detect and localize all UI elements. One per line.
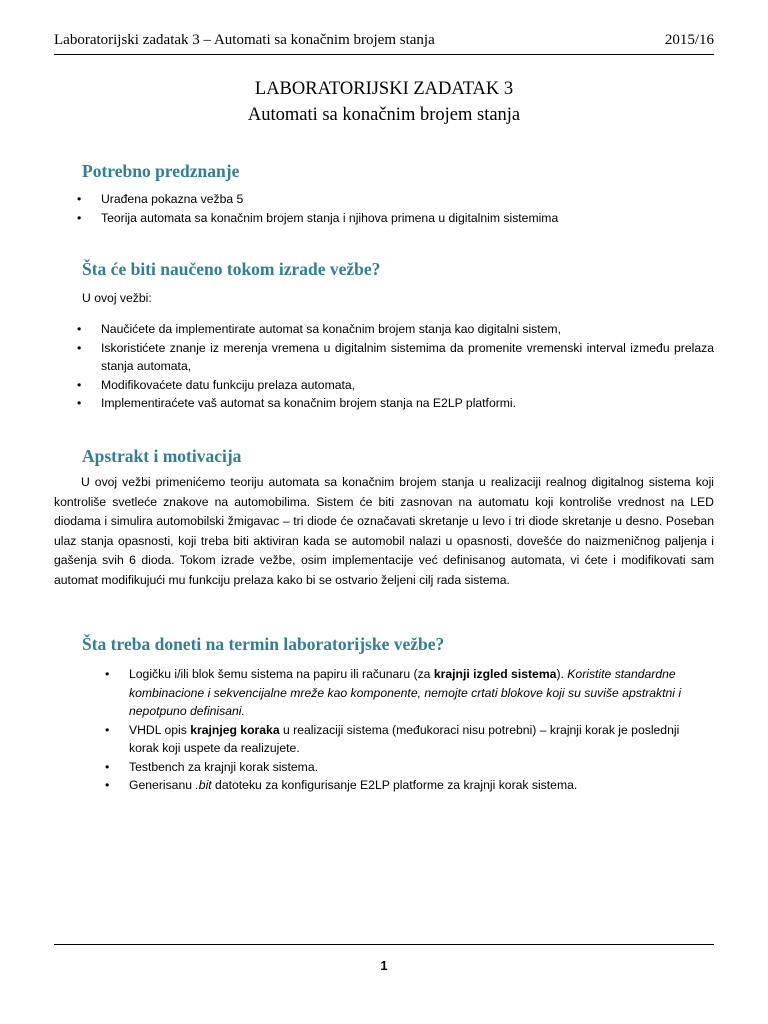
section-heading-deliverables: Šta treba doneti na termin laboratorijske vežbe? [82, 634, 445, 654]
list-item: • Testbench za krajnji korak sistema. [105, 759, 318, 774]
list-item: • Logičku i/ili blok šemu sistema na papiru ili računaru (za krajnji izgled sistema). Koristite standardne kombinacione i sekvencijalne mreže kao komponente, nemojte crtati blokove koji su suviše apstraktni i nepotpuno definisani. [105, 667, 682, 718]
header-year: 2015/16 [664, 32, 714, 48]
page-header [54, 30, 714, 55]
doc-title: LABORATORIJSKI ZADATAK 3 [254, 79, 514, 99]
list-item: • Generisanu .bit datoteku za konfigurisanje E2LP platforme za krajnji korak sistema. [105, 778, 578, 792]
learning-intro: U ovoj vežbi: [82, 291, 152, 305]
deliverables-list [105, 665, 712, 795]
list-item: • Modifikovaćete datu funkciju prelaza automata, [77, 377, 356, 392]
list-item: • VHDL opis krajnjeg koraka u realizaciji sistema (međukoraci nisu potrebni) – krajnji korak je poslednji korak koji uspete da realizujete. [105, 722, 680, 755]
footer-rule [54, 944, 714, 945]
section-heading-prerequisites: Potrebno predznanje [82, 161, 240, 181]
abstract-paragraph: U ovoj vežbi primenićemo teoriju automata sa konačnim brojem stanja u realizaciji realnog digitalnog sistema koji kontroliše svetleće znakove na automobilima. Sistem će biti zasnovan na automatu koji kontroliše vrednost na LED diodama i simulira automobilski žmigavac – tri diode će označavati skretanje u levo i tri diode skretanje u desno. Poseban ulaz stanja opasnosti, koji treba biti aktiviran kada se automobil nalazi u opasnosti, dovešće do naizmeničnog paljenja i gašenja svih 6 dioda. Tokom izrade vežbe, osim implementacije već definisanog automata, vi ćete i modifikovati sam automat modifikujući mu funkciju prelaza kako bi se ostvario željeni cilj rada sistema. [54, 475, 714, 587]
prerequisites-list [77, 190, 721, 227]
doc-subtitle: Automati sa konačnim brojem stanja [247, 105, 521, 125]
section-heading-learning: Šta će biti naučeno tokom izrade vežbe? [82, 259, 381, 279]
learning-list [77, 320, 714, 413]
section-heading-abstract: Apstrakt i motivacija [82, 446, 242, 466]
list-item: • Iskoristićete znanje iz merenja vremena u digitalnim sistemima da promenite vremenski interval između prelaza stanja automata, [77, 340, 714, 373]
list-item: • Implementiraćete vaš automat sa konačnim brojem stanja na E2LP platformi. [77, 396, 517, 410]
list-item: • Teorija automata sa konačnim brojem stanja i njihova primena u digitalnim sistemima [77, 210, 559, 225]
page-number: 1 [380, 958, 388, 973]
list-item: • Urađena pokazna vežba 5 [77, 192, 244, 206]
list-item: • Naučićete da implementirate automat sa konačnim brojem stanja kao digitalni sistem, [77, 322, 561, 336]
header-title: Laboratorijski zadatak 3 – Automati sa konačnim brojem stanja [54, 32, 435, 48]
